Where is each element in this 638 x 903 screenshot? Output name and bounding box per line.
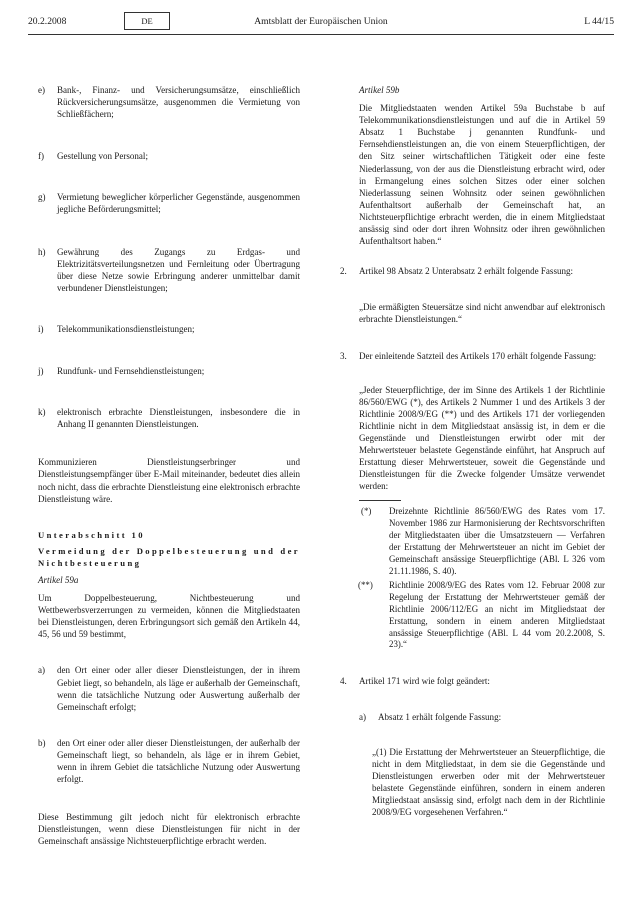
footnote-text: Dreizehnte Richtlinie 86/560/EWG des Rates vom 17. November 1986 zur Harmonisierung der Rechtsvorschriften der Mitgliedstaaten über die Umsatzsteuern — Verfahren der Erstattung der Mehrwertsteuer an nicht im Gebiet der Gemeinschaft ansässige Steuerpflichtige (ABl. L 326 vom 21.11.1986, S. 40). xyxy=(389,506,605,576)
item-text: Gewährung des Zugangs zu Erdgas- und Elektrizitätsverteilungsnetzen und Fernleitung oder Übertragung über diese Netze sowie Erbringung anderer unmittelbar damit verbundener Dienstleistungen; xyxy=(57,246,300,293)
list-item-e xyxy=(38,84,300,120)
item-text: den Ort einer oder aller dieser Dienstleistungen, der außerhalb der Gemeinschaft liegt, so behandeln, als läge er in ihrem Gebiet, wenn in ihrem Gebiet die tatsächliche Nutzung oder Auswertung erfolgt. xyxy=(57,737,300,785)
article-59b-text: Die Mitgliedstaaten wenden Artikel 59a Buchstabe b auf Telekommunikationsdienstleistungen und auf die in Artikel 59 Absatz 1 Buchstabe j genannten Rundfunk- und Fernsehdienstleistungen an, die von einem Steuerpflichtigen, der den Sitz seiner wirtschaftlichen Tätigkeit oder eine feste Niederlassung, von der aus die Dienstleistung erbracht wird, oder in Ermangelung eines solchen Sitzes oder einer solchen Niederlassung seinen Wohnsitz oder seinen gewöhnlichen Aufenthaltsort außerhalb der Gemeinschaft hat, an Nichtsteuerpflichtige erbracht werden, die in einem Mitgliedstaat ansässig sind oder dort ihren Wohnsitz oder ihren gewöhnlichen Aufenthaltsort haben.“ xyxy=(359,103,605,247)
item-marker: f) xyxy=(38,151,45,162)
language-box: DE xyxy=(124,12,170,30)
list-item-a xyxy=(38,664,300,712)
list-item-b xyxy=(38,737,300,785)
item-marker: i) xyxy=(38,323,44,334)
list-item-f xyxy=(38,150,300,162)
article-59b-heading: Artikel 59b xyxy=(359,85,400,95)
footnote-2 xyxy=(340,580,605,651)
list-item-g xyxy=(38,191,300,215)
item-marker: 3. xyxy=(340,350,347,361)
email-paragraph: Kommunizieren Dienstleistungserbringer und Dienstleistungsempfänger über E-Mail miteinander, bedeutet dies allein noch nicht, dass die erbrachte Dienstleistung eine elektronisch erbrachte Dienstleistung wäre. xyxy=(38,457,300,504)
item-text: Bank-, Finanz- und Versicherungsumsätze, einschließlich Rückversicherungsumsätze, ausgenommen die Vermietung von Schließfächern; xyxy=(57,85,300,120)
item-marker: e) xyxy=(38,85,46,95)
page-header xyxy=(28,12,614,34)
header-date: 20.2.2008 xyxy=(28,16,67,27)
item-2-quote: „Die ermäßigten Steuersätze sind nicht anwendbar auf elektronisch erbrachte Dienstleistungen.“ xyxy=(359,302,605,325)
item-text: Telekommunikationsdienstleistungen; xyxy=(57,323,195,334)
footnote-marker: (**) xyxy=(358,579,373,590)
item-marker: h) xyxy=(38,246,46,257)
item-marker: k) xyxy=(38,407,46,418)
footnote-text: Richtlinie 2008/9/EG des Rates vom 12. Februar 2008 zur Regelung der Erstattung der Mehrwertsteuer gemäß der Richtlinie 2006/112/EG an nicht im Mitgliedstaat der Erstattung, sondern in einem anderen Mitgliedstaat ansässige Steuerpflichtige (ABl. L 44 vom 20.2.2008, S. 23).“ xyxy=(389,579,605,650)
right-column xyxy=(340,54,605,818)
subsection-title: Vermeidung der Doppelbesteuerung und der Nichtbesteuerung xyxy=(38,545,300,568)
item-text: Gestellung von Personal; xyxy=(57,151,148,162)
left-column xyxy=(38,54,300,847)
numbered-item-4 xyxy=(340,675,605,687)
item-marker: j) xyxy=(38,366,44,377)
journal-title: Amtsblatt der Europäischen Union xyxy=(254,16,388,27)
subsection-number: Unterabschnitt 10 xyxy=(38,529,145,540)
list-item-h xyxy=(38,246,300,294)
article-59a-intro: Um Doppelbesteuerung, Nichtbesteuerung und Wettbewerbsverzerrungen zu vermeiden, können die Mitgliedstaaten bei Dienstleistungen, deren Erbringungsort sich gemäß den Artikeln 44, 45, 56 und 59 bestimmt, xyxy=(38,593,300,640)
item-4a-quote: „(1) Die Erstattung der Mehrwertsteuer an Steuerpflichtige, die nicht in dem Mitgliedstaat, in dem sie die Gegenstände und Dienstleistungen erwerben oder mit der Mehrwertsteuer belastete Gegenstände einführen, sondern in einem anderen Mitgliedstaat ansässig sind, erfolgt nach dem in der Richtlinie 2008/9/EG vorgesehenen Verfahren.“ xyxy=(372,746,605,817)
page-number: L 44/15 xyxy=(584,16,614,27)
header-rule xyxy=(28,34,614,35)
numbered-item-2 xyxy=(340,265,605,277)
item-4a xyxy=(359,711,605,723)
item-marker: g) xyxy=(38,192,46,203)
item-text: Rundfunk- und Fernsehdienstleistungen; xyxy=(57,366,205,377)
item-marker: 4. xyxy=(340,676,347,687)
footnote-rule xyxy=(359,500,401,501)
list-item-j xyxy=(38,365,300,377)
numbered-item-3 xyxy=(340,350,605,362)
item-text: Vermietung beweglicher körperlicher Gegenstände, ausgenommen jegliche Beförderungsmittel; xyxy=(57,192,300,215)
item-marker: b) xyxy=(38,737,46,748)
item-3-quote: „Jeder Steuerpflichtige, der im Sinne des Artikels 1 der Richtlinie 86/560/EWG (*), des Artikels 2 Nummer 1 und des Artikels 3 der Richtlinie 2008/9/EG (**) und des Artikels 171 der vorliegenden Richtlinie nicht in dem Mitgliedstaat ansässig ist, in dem er die Gegenstände und Dienstleistungen erwirbt oder mit der Mehrwertsteuer belastete Gegenstände einführt, hat Anspruch auf Erstattung dieser Mehrwertsteuer, soweit die Gegenstände und Dienstleistungen für die Zwecke folgender Umsätze verwendet werden: xyxy=(359,384,605,492)
closing-paragraph: Diese Bestimmung gilt jedoch nicht für elektronisch erbrachte Dienstleistungen, wenn diese Dienstleistungen für nicht in der Gemeinschaft ansässige Nichtsteuerpflichtige erbracht werden. xyxy=(38,812,300,847)
article-59a-heading: Artikel 59a xyxy=(38,574,79,585)
item-text: Artikel 98 Absatz 2 Unterabsatz 2 erhält folgende Fassung: xyxy=(359,266,574,277)
footnote-marker: (*) xyxy=(361,506,372,517)
item-marker: a) xyxy=(359,712,367,723)
item-text: elektronisch erbrachte Dienstleistungen, insbesondere die in Anhang II genannten Dienstleistungen. xyxy=(57,407,300,430)
item-text: den Ort einer oder aller dieser Dienstleistungen, der in ihrem Gebiet liegt, so behandeln, als läge er außerhalb der Gemeinschaft, wenn die tatsächliche Nutzung oder Auswertung außerhalb der Gemeinschaft erfolgt; xyxy=(57,665,300,712)
footnote-1 xyxy=(340,506,605,577)
item-marker: 2. xyxy=(340,266,347,277)
list-item-i xyxy=(38,323,300,335)
list-item-k xyxy=(38,406,300,430)
item-marker: a) xyxy=(38,665,46,676)
item-text: Absatz 1 erhält folgende Fassung: xyxy=(378,712,502,723)
item-text: Artikel 171 wird wie folgt geändert: xyxy=(359,676,490,687)
item-text: Der einleitende Satzteil des Artikels 170 erhält folgende Fassung: xyxy=(359,350,597,361)
